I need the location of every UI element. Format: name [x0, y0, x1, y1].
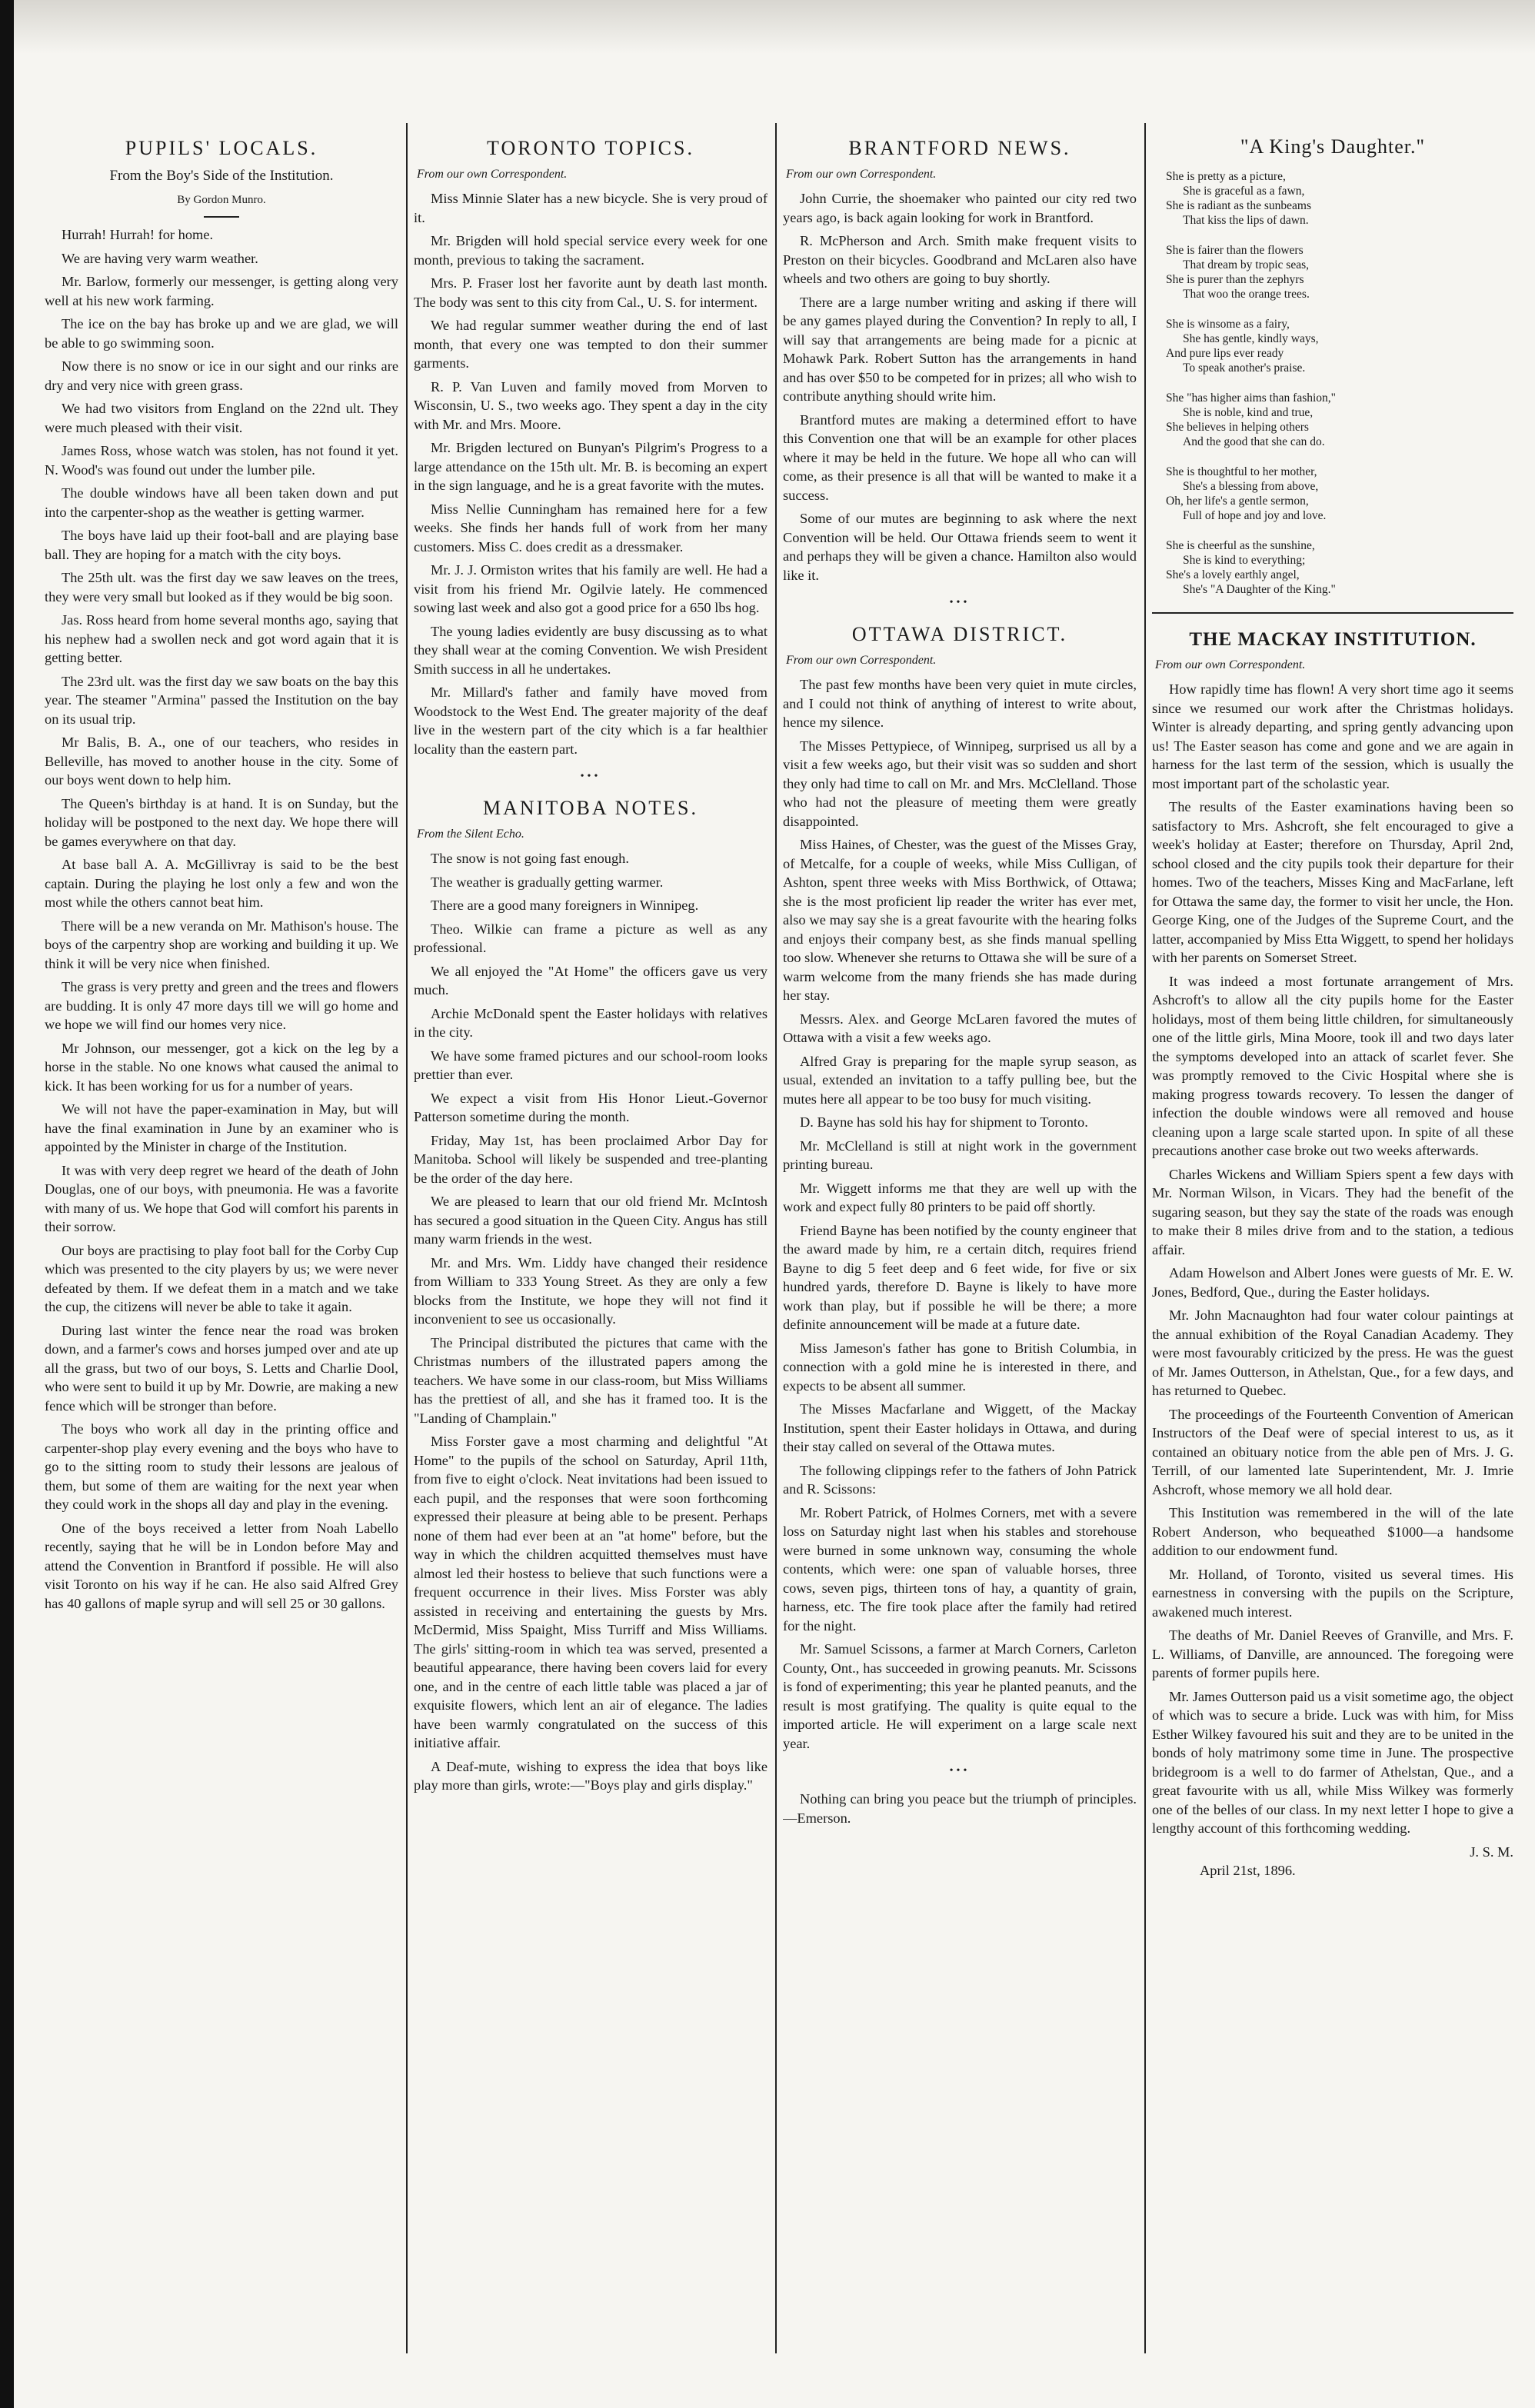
manitoba-paragraph: A Deaf-mute, wishing to express the idea that boys like play more than girls, wrote:—"Boys play and girls display.": [414, 1758, 768, 1793]
ottawa-paragraph: The Misses Pettypiece, of Winnipeg, surprised us all by a visit a few weeks ago, but their visit was so sudden and short they only had time to call on Mr. and Mrs. McClelland. Those who had not the pleasure of meeting them were greatly disappointed.: [783, 738, 1137, 829]
section-rule: [1152, 612, 1513, 614]
poem-line: Full of hope and joy and love.: [1183, 509, 1327, 522]
poem-line: She's "A Daughter of the King.": [1183, 583, 1336, 596]
brantford-paragraph: Brantford mutes are making a determined effort to have this Convention one that will be an example for other places where it may be held in the future. We hope all who can will come, as their presence is all that will be wanted to make it a success.: [783, 411, 1137, 503]
manitoba-paragraph: We are pleased to learn that our old friend Mr. McIntosh has secured a good situation in the Queen City. Angus has still many warm friends in the west.: [414, 1194, 768, 1247]
page-top-shade: [0, 0, 1535, 54]
manitoba-paragraph: We expect a visit from His Honor Lieut.-Governor Patterson sometime during the month.: [414, 1090, 768, 1124]
brantford-news-heading: BRANTFORD NEWS.: [848, 137, 1071, 159]
pupils-paragraph: We will not have the paper-examination in May, but will have the final examination in June by an examiner who is appointed by the Minister in charge of the Institution.: [45, 1101, 398, 1154]
pupils-paragraph: We are having very warm weather.: [62, 250, 258, 266]
pupils-paragraph: James Ross, whose watch was stolen, has not found it yet. N. Wood's was found out under the lumber pile.: [45, 443, 398, 478]
column-rule: [406, 123, 408, 2353]
poem-line: She is fairer than the flowers: [1166, 244, 1304, 257]
poem-line: And the good that she can do.: [1183, 435, 1325, 448]
toronto-paragraph: Miss Minnie Slater has a new bicycle. She is very proud of it.: [414, 191, 768, 225]
pupils-paragraph: The boys have laid up their foot-ball and are playing base ball. They are hoping for a match with the city boys.: [45, 528, 398, 562]
column-toronto-manitoba: [414, 123, 768, 2384]
manitoba-paragraph: There are a good many foreigners in Winnipeg.: [431, 898, 699, 913]
mackay-paragraph: Adam Howelson and Albert Jones were guests of Mr. E. W. Jones, Bedford, Que., during the Easter holidays.: [1152, 1265, 1513, 1300]
brantford-paragraph: There are a large number writing and asking if there will be any games played during the Convention? In reply to all, I will say that arrangements are being made for a picnic at Mohawk Park. Robert Sutton has the arrangements in hand and has over $50 to be competed for in prizes; all who wish to contribute anything should write him.: [783, 294, 1137, 404]
mackay-paragraph: Mr. John Macnaughton had four water colour paintings at the annual exhibition of the Royal Canadian Academy. They were most favourably criticized by the press. He was the guest of Mr. James Outterson, in Athelstan, Que., for a few days, and has returned to Quebec.: [1152, 1307, 1513, 1398]
pupils-paragraph: The grass is very pretty and green and the trees and flowers are budding. It is only 47 more days till we will go home and we hope we will find our homes very nice.: [45, 979, 398, 1032]
mackay-paragraph: Charles Wickens and William Spiers spent a few days with Mr. Norman Wilson, in Vicars. They had the benefit of the sugaring season, but they say the state of the roads was enough to make their 8 miles drive from and to the station, a tedious affair.: [1152, 1166, 1513, 1257]
poem-line: She believes in helping others: [1166, 421, 1309, 434]
section-divider: [204, 216, 239, 218]
column-brantford-ottawa: [783, 123, 1137, 2384]
pupils-paragraph: Our boys are practising to play foot ball for the Corby Cup which was presented to the city players by us; we were never defeated by them. If we defeat them in a match and we take the cup, the citizens will never be able to take it again.: [45, 1242, 398, 1314]
poem-line: She "has higher aims than fashion,": [1166, 391, 1337, 405]
poem-line: That woo the orange trees.: [1183, 288, 1310, 301]
toronto-topics-body: [414, 189, 768, 758]
manitoba-notes-heading: MANITOBA NOTES.: [483, 797, 698, 819]
toronto-paragraph: Mr. Brigden lectured on Bunyan's Pilgrim's Progress to a large attendance on the 15th ult. Mr. B. is becoming an expert in the sign language, and he is a great favorite with the mutes.: [414, 440, 768, 493]
mackay-paragraph: It was indeed a most fortunate arrangement of Mrs. Ashcroft's to allow all the city pupils home for the Easter holidays, most of them being little children, for simultaneously one of the little girls, Mina Moore, took ill and two days later the symptoms developed into an attack of scarlet fever. She was promptly removed to the Civic Hospital where she is making progress towards recovery. To lessen the danger of infection the double windows were all removed and house cleaning upon a large scale started upon. In spite of all these precautions another case broke out two weeks afterwards.: [1152, 973, 1513, 1158]
poem-stanza: [1152, 243, 1513, 301]
poem-title: "A King's Daughter.": [1240, 135, 1426, 158]
toronto-paragraph: The young ladies evidently are busy discussing as to what they shall wear at the coming Convention. We wish President Smith success in all he undertakes.: [414, 623, 768, 677]
pupils-paragraph: The 25th ult. was the first day we saw leaves on the trees, they were very small but looked as if they would be big soon.: [45, 570, 398, 604]
toronto-paragraph: R. P. Van Luven and family moved from Morven to Wisconsin, U. S., two weeks ago. They spent a day in the city with Mr. and Mrs. Moore.: [414, 378, 768, 432]
ottawa-paragraph: The following clippings refer to the fathers of John Patrick and R. Scissons:: [783, 1462, 1137, 1497]
poem-line: She is noble, kind and true,: [1183, 406, 1314, 419]
toronto-paragraph: Miss Nellie Cunningham has remained here for a few weeks. She finds her hands full of work from her many customers. Miss C. does credit as a dressmaker.: [414, 501, 768, 555]
brantford-news-byline: From our own Correspondent.: [786, 168, 937, 181]
poem-line: She is radiant as the sunbeams: [1166, 199, 1311, 212]
brantford-news-body: [783, 189, 1137, 585]
emerson-quote: Nothing can bring you peace but the triumph of principles.—Emerson.: [783, 1791, 1137, 1826]
manitoba-notes-body: [414, 849, 768, 1795]
poem-line: She is cheerful as the sunshine,: [1166, 539, 1315, 552]
mackay-paragraph: This Institution was remembered in the will of the late Robert Anderson, who bequeathed $1000—a handsome addition to our endowment fund.: [1152, 1505, 1513, 1558]
pupils-paragraph: There will be a new veranda on Mr. Mathison's house. The boys of the carpentry shop are working and building it up. We think it will be very nice when finished.: [45, 918, 398, 971]
mackay-paragraph: Mr. Holland, of Toronto, visited us several times. His earnestness in conversing with the pupils on the Scripture, awakened much interest.: [1152, 1566, 1513, 1620]
pupils-paragraph: Mr Balis, B. A., one of our teachers, who resides in Belleville, has moved to another house in the city. Some of our boys went down to help him.: [45, 734, 398, 788]
pupils-paragraph: Now there is no snow or ice in our sight and our rinks are dry and very nice with green grass.: [45, 358, 398, 393]
manitoba-paragraph: Mr. and Mrs. Wm. Liddy have changed their residence from William to 333 Young Street. As they are only a few blocks from the Institute, we hope they will not find it inconvenient to see us occasionally.: [414, 1254, 768, 1327]
section-ornament: •••: [949, 1765, 971, 1777]
pupils-paragraph: Jas. Ross heard from home several months ago, saying that his nephew had a swollen neck and got word again that it is getting better.: [45, 612, 398, 665]
ottawa-paragraph: Miss Haines, of Chester, was the guest of the Misses Gray, of Metcalfe, for a couple of weeks, while Miss Culligan, of Ashton, spent three weeks with Miss Borthwick, of Ottawa; she is the most proficient lip reader the writer has ever met, also we may say she is a great favourite with the hearing folks and enjoys their company best, as she finds manual spelling too slow. Whenever she returns to Ottawa she will be sure of a warm welcome from the many friends she has made during her stay.: [783, 837, 1137, 1003]
poem-stanza: [1152, 465, 1513, 523]
pupils-paragraph: It was with very deep regret we heard of the death of John Douglas, one of our boys, with pneumonia. He was a favorite with many of us. We hope that God will comfort his parents in their sorrow.: [45, 1162, 398, 1234]
poem-line: She is winsome as a fairy,: [1166, 318, 1290, 331]
ottawa-district-body: [783, 675, 1137, 1753]
toronto-paragraph: Mr. Millard's father and family have moved from Woodstock to the West End. The greater majority of the deaf live in the western part of the city which is a far healthier locality than the eastern part.: [414, 684, 768, 757]
poem-line: To speak another's praise.: [1183, 361, 1306, 375]
toronto-paragraph: Mr. Brigden will hold special service every week for one month, previous to taking the sacrament.: [414, 233, 768, 268]
column-poem-mackay: [1152, 123, 1513, 2384]
pupils-paragraph: The boys who work all day in the printing office and carpenter-shop play every evening and the boys who have to go to the sitting room to study their lessons are jealous of them, but some of them are waiting for the next year when they could work in the shops all day and play in the evening.: [45, 1421, 398, 1512]
manitoba-paragraph: The weather is gradually getting warmer.: [431, 874, 664, 890]
mackay-paragraph: The deaths of Mr. Daniel Reeves of Granville, and Mrs. F. L. Williams, of Danville, are announced. The foregoing were parents of former pupils here.: [1152, 1627, 1513, 1680]
ottawa-district-byline: From our own Correspondent.: [786, 654, 937, 667]
pupils-paragraph: The double windows have all been taken down and put into the carpenter-shop as the weather is getting warmer.: [45, 485, 398, 520]
article-date: April 21st, 1896.: [1200, 1863, 1296, 1878]
poem-line: She's a lovely earthly angel,: [1166, 568, 1300, 581]
manitoba-notes-byline: From the Silent Echo.: [417, 828, 524, 841]
pupils-paragraph: We had two visitors from England on the 22nd ult. They were much pleased with their visit.: [45, 401, 398, 435]
binding-edge: [0, 0, 14, 2408]
ottawa-paragraph: Miss Jameson's father has gone to British Columbia, in connection with a gold mine he is interested in there, and expects to be absent all summer.: [783, 1340, 1137, 1394]
manitoba-paragraph: The snow is not going fast enough.: [431, 851, 629, 866]
pupils-locals-body: [45, 225, 398, 1613]
ottawa-paragraph: Alfred Gray is preparing for the maple syrup season, as usual, extended an invitation to a taffy pulling bee, but the mutes here all appear to be too busy for much visiting.: [783, 1053, 1137, 1107]
poem-line: She's a blessing from above,: [1183, 480, 1319, 493]
ottawa-paragraph: The Misses Macfarlane and Wiggett, of the Mackay Institution, spent their Easter holidays in Ottawa, and during their stay called on several of the Ottawa mutes.: [783, 1401, 1137, 1454]
poem-line: She is purer than the zephyrs: [1166, 273, 1304, 286]
poem-line: Oh, her life's a gentle sermon,: [1166, 495, 1309, 508]
pupils-locals-heading: PUPILS' LOCALS.: [125, 137, 318, 159]
mackay-institution-heading: THE MACKAY INSTITUTION.: [1189, 629, 1477, 650]
pupils-paragraph: One of the boys received a letter from Noah Labello recently, saying that he will be in London before May and attend the Convention in Brantford if possible. He will also visit Toronto on his way if he can. He also said Alfred Grey has 40 gallons of maple syrup and will sell 25 or 30 gallons.: [45, 1520, 398, 1611]
pupils-paragraph: The Queen's birthday is at hand. It is on Sunday, but the holiday will be postponed to the next day. We hope there will be games everywhere on that day.: [45, 795, 398, 849]
poem-line: She is graceful as a fawn,: [1183, 185, 1305, 198]
manitoba-paragraph: The Principal distributed the pictures that came with the Christmas numbers of the illustrated papers among the teachers. We have some in our class-room, but Miss Williams has the prettiest of all, and she has it framed too. It is the "Landing of Champlain.": [414, 1334, 768, 1426]
ottawa-paragraph: D. Bayne has sold his hay for shipment to Toronto.: [800, 1114, 1088, 1130]
ottawa-paragraph: Mr. Robert Patrick, of Holmes Corners, met with a severe loss on Saturday night last when his stables and storehouse were burned in some unknown way, consuming the whole contents, which were: one span of valuable horses, three cows, seven pigs, thirteen tons of hay, a quantity of grain, harness, etc. The fire took place after the family had retired for the night.: [783, 1504, 1137, 1634]
poem-line: She has gentle, kindly ways,: [1183, 332, 1319, 345]
mackay-institution-byline: From our own Correspondent.: [1155, 658, 1306, 671]
manitoba-paragraph: Miss Forster gave a most charming and delightful "At Home" to the pupils of the school on Saturday, April 11th, from five to eight o'clock. Neat invitations had been issued to each pupil, and the responses that were soon forthcoming expressed their pleasure at being able to be present. Perhaps none of them had ever been at an "at home" before, but the way in which the children acquitted themselves must have almost led their hostess to believe that such functions were a frequent occurrence in their lives. Miss Forster was ably assisted in receiving and entertaining the guests by Mrs. McDermid, Miss Spaight, Miss Turriff and Miss Williams. The girls' sitting-room in which tea was served, presented a beautiful appearance, there having been covers laid for every one, and in the centre of each little table was placed a jar of exquisite flowers, which lent an air of elegance. The ladies have been warmly congratulated on the success of this initiative affair.: [414, 1434, 768, 1750]
mackay-paragraph: How rapidly time has flown! A very short time ago it seems since we resumed our work after the Christmas holidays. Winter is already departing, and spring gently advancing upon us! The Easter season has come and gone and we are again in harness for the last term of the session, which is usually the most important part of the scholastic year.: [1152, 681, 1513, 791]
poem-stanza: [1152, 169, 1513, 228]
signature-line: [1152, 1843, 1513, 1862]
mackay-paragraph: The proceedings of the Fourteenth Convention of American Instructors of the Deaf were of special interest to us, as it contained an obituary notice from the able pen of Mrs. J. G. Terrill, of our lamented late Superintendent, Mr. J. Imrie Ashcroft, whose memory we all hold dear.: [1152, 1406, 1513, 1497]
newspaper-page: [31, 123, 1515, 2384]
column-rule: [1144, 123, 1146, 2353]
ottawa-paragraph: Messrs. Alex. and George McLaren favored the mutes of Ottawa with a visit a few weeks ago.: [783, 1011, 1137, 1045]
poem-line: She is pretty as a picture,: [1166, 170, 1286, 183]
mackay-paragraph: The results of the Easter examinations having been so satisfactory to Mrs. Ashcroft, she felt encouraged to give a week's holiday at Easter; therefore on Thursday, April 2nd, school closed and the city pupils took their departure for their homes. Two of the teachers, Misses King and MacFarlane, left for Ottawa the same day, the former to visit her uncle, the Hon. George King, one of the Judges of the Supreme Court, and the latter, accompanied by Miss Etta Wiggett, to spend her holidays with her parents on Somerset Street.: [1152, 799, 1513, 965]
pupils-paragraph: Mr. Barlow, formerly our messenger, is getting along very well at his new work farming.: [45, 274, 398, 308]
toronto-topics-byline: From our own Correspondent.: [417, 168, 568, 181]
toronto-paragraph: We had regular summer weather during the end of last month, that every one was tempted to don their summer garments.: [414, 318, 768, 371]
ottawa-paragraph: Friend Bayne has been notified by the county engineer that the award made by him, re a certain ditch, requires friend Bayne to dig 5 feet deep and 6 feet wide, for five or six hundred yards, therefore D. Bayne is likely to have more work than play, but if possible he will be there; a more definite announcement will be made at a future date.: [783, 1222, 1137, 1332]
ottawa-paragraph: Mr. Samuel Scissons, a farmer at March Corners, Carleton County, Ont., has succeeded in growing peanuts. Mr. Scissons is fond of experimenting; this year he planted peanuts, and the result is most gratifying. The quality is quite equal to the imported article. He will experiment on a large scale next year.: [783, 1641, 1137, 1751]
pupils-paragraph: Mr Johnson, our messenger, got a kick on the leg by a horse in the stable. No one knows what caused the animal to kick. It has been working for us for a number of years.: [45, 1040, 398, 1094]
pupils-paragraph: Hurrah! Hurrah! for home.: [62, 227, 214, 242]
poem-stanza: [1152, 538, 1513, 597]
manitoba-paragraph: Theo. Wilkie can frame a picture as well as any professional.: [414, 921, 768, 955]
poem-line: And pure lips ever ready: [1166, 347, 1284, 360]
toronto-paragraph: Mr. J. J. Ormiston writes that his family are well. He had a visit from his friend Mr. Ogilvie lately. He commenced sowing last week and also got a good price for a 650 lbs hog.: [414, 562, 768, 615]
pupils-paragraph: The 23rd ult. was the first day we saw boats on the bay this year. The steamer "Armina" passed the Institution on the bay on its usual trip.: [45, 673, 398, 727]
ottawa-paragraph: Mr. Wiggett informs me that they are well up with the work and expect fully 80 printers to be paid off shortly.: [783, 1180, 1137, 1214]
column-rule: [775, 123, 777, 2353]
manitoba-paragraph: Archie McDonald spent the Easter holidays with relatives in the city.: [414, 1005, 768, 1040]
pupils-paragraph: At base ball A. A. McGillivray is said to be the best captain. During the playing he lost only a few and won the most while the others cannot beat him.: [45, 857, 398, 910]
brantford-paragraph: R. McPherson and Arch. Smith make frequent visits to Preston on their bicycles. Goodbrand and McLaren also have wheels and two others are going to buy shortly.: [783, 233, 1137, 286]
manitoba-paragraph: We all enjoyed the "At Home" the officers gave us very much.: [414, 963, 768, 998]
pupils-paragraph: The ice on the bay has broke up and we are glad, we will be able to go swimming soon.: [45, 316, 398, 351]
poem-line: She is kind to everything;: [1183, 554, 1306, 567]
toronto-topics-heading: TORONTO TOPICS.: [487, 137, 694, 159]
poem-line: That kiss the lips of dawn.: [1183, 214, 1309, 227]
poem-stanza: [1152, 391, 1513, 449]
brantford-paragraph: John Currie, the shoemaker who painted our city red two years ago, is back again looking for work in Brantford.: [783, 191, 1137, 225]
poem-line: That dream by tropic seas,: [1183, 258, 1309, 271]
signature: J. S. M.: [1470, 1843, 1513, 1860]
ottawa-district-heading: OTTAWA DISTRICT.: [851, 623, 1068, 645]
ottawa-paragraph: Mr. McClelland is still at night work in the government printing bureau.: [783, 1137, 1137, 1172]
mackay-institution-body: [1152, 680, 1513, 1838]
section-ornament: •••: [949, 597, 971, 608]
poem-body: [1152, 169, 1513, 597]
toronto-paragraph: Mrs. P. Fraser lost her favorite aunt by death last month. The body was sent to this city from Cal., U. S. for interment.: [414, 275, 768, 310]
ottawa-paragraph: The past few months have been very quiet in mute circles, and I could not think of anything of interest to write about, hence my silence.: [783, 677, 1137, 730]
manitoba-paragraph: Friday, May 1st, has been proclaimed Arbor Day for Manitoba. School will likely be suspended and tree-planting be the order of the day here.: [414, 1132, 768, 1186]
mackay-paragraph: Mr. James Outterson paid us a visit sometime ago, the object of which was to secure a bride. Luck was with him, for Miss Esther Wilkey favoured his suit and they are to be united in the bonds of holy matrimony some time in June. The prospective bridegroom is a well to do farmer of Athelstan, Que., and a great favourite with us all, while Miss Wilkey was formerly one of the belles of our class. In my next letter I hope to give a lengthy account of this forthcoming wedding.: [1152, 1688, 1513, 1836]
pupils-paragraph: During last winter the fence near the road was broken down, and a farmer's cows and horses jumped over and ate up all the grass, but two of our boys, S. Letts and Charlie Dool, who were sent to build it up by Mr. Dowrie, are making a new fence which will be stronger than before.: [45, 1322, 398, 1414]
pupils-locals-subheading: From the Boy's Side of the Institution.: [109, 168, 334, 184]
column-pupils-locals: [45, 123, 398, 2384]
poem-stanza: [1152, 317, 1513, 375]
poem-line: She is thoughtful to her mother,: [1166, 465, 1317, 478]
section-ornament: •••: [580, 771, 601, 782]
pupils-locals-byline: By Gordon Munro.: [177, 194, 266, 206]
manitoba-paragraph: We have some framed pictures and our school-room looks prettier than ever.: [414, 1047, 768, 1082]
brantford-paragraph: Some of our mutes are beginning to ask where the next Convention will be held. Our Ottawa friends seem to went it and perhaps they will be given a chance. Hamilton also would like it.: [783, 511, 1137, 583]
